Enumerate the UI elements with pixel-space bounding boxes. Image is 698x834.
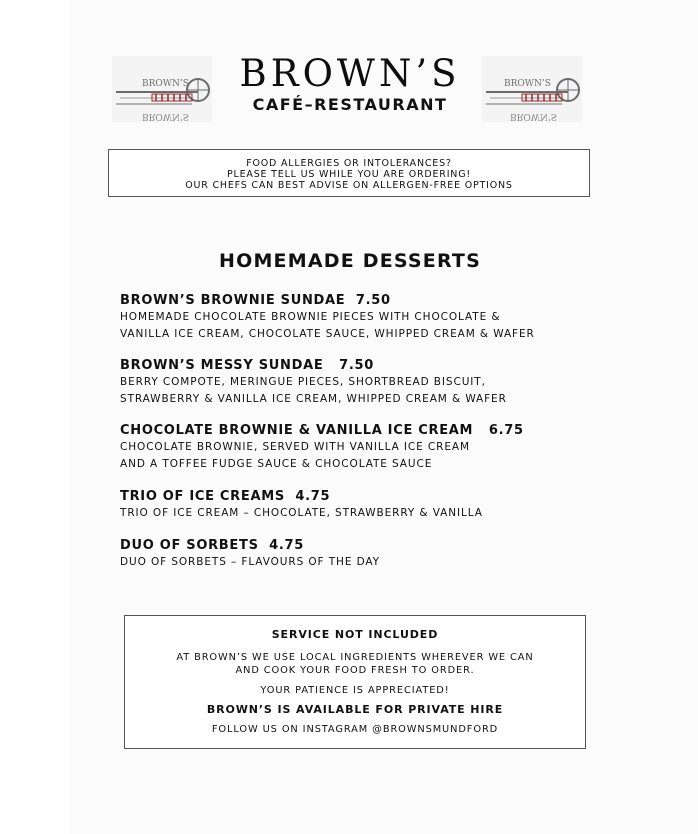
- footer-notice: [124, 615, 586, 749]
- right-logo: [482, 56, 582, 122]
- menu-item: [120, 537, 620, 571]
- menu-item-name: BROWN’S BROWNIE SUNDAE 7.50: [120, 293, 391, 308]
- menu-item-description: TRIO OF ICE CREAM – CHOCOLATE, STRAWBERRY & VANILLA: [120, 507, 483, 519]
- instagram-note: FOLLOW US ON INSTAGRAM @BROWNSMUNDFORD: [211, 724, 499, 735]
- logo-text: BROWN’S: [142, 79, 189, 89]
- menu-item-name: DUO OF SORBETS 4.75: [120, 538, 304, 553]
- menu-item: [120, 292, 620, 342]
- logo-text: BROWN’S: [504, 79, 551, 89]
- menu-item-description: BERRY COMPOTE, MERINGUE PIECES, SHORTBREAD BISCUIT,: [120, 376, 486, 388]
- allergy-notice: [108, 149, 590, 197]
- menu-item: [120, 422, 620, 472]
- private-hire-note: BROWN’S IS AVAILABLE FOR PRIVATE HIRE: [206, 703, 504, 716]
- local-line: AT BROWN’S WE USE LOCAL INGREDIENTS WHEREVER WE CAN: [176, 652, 534, 663]
- local-ingredients-note: [125, 651, 585, 677]
- brand-header: [222, 52, 478, 114]
- allergy-line: OUR CHEFS CAN BEST ADVISE ON ALLERGEN-FREE OPTIONS: [185, 180, 513, 191]
- left-logo: [112, 56, 212, 122]
- menu-item-name: CHOCOLATE BROWNIE & VANILLA ICE CREAM 6.75: [120, 423, 524, 438]
- menu-item-name: TRIO OF ICE CREAMS 4.75: [120, 489, 331, 504]
- menu-item-description: STRAWBERRY & VANILLA ICE CREAM, WHIPPED CREAM & WAFER: [120, 392, 507, 405]
- menu-item: [120, 488, 620, 522]
- patience-note: YOUR PATIENCE IS APPRECIATED!: [260, 685, 450, 696]
- menu-item-description: VANILLA ICE CREAM, CHOCOLATE SAUCE, WHIPPED CREAM & WAFER: [120, 327, 535, 340]
- logo-reflection: BROWN’S: [142, 111, 189, 121]
- restaurant-name: BROWN’S: [239, 52, 461, 95]
- menu-item-description: DUO OF SORBETS – FLAVOURS OF THE DAY: [120, 556, 380, 568]
- local-line: AND COOK YOUR FOOD FRESH TO ORDER.: [235, 665, 475, 676]
- logo-graphic: [112, 56, 212, 122]
- menu-item-description: CHOCOLATE BROWNIE, SERVED WITH VANILLA ICE CREAM: [120, 441, 470, 453]
- menu-item-description: HOMEMADE CHOCOLATE BROWNIE PIECES WITH CHOCOLATE &: [120, 311, 501, 323]
- service-note: SERVICE NOT INCLUDED: [271, 628, 439, 641]
- restaurant-subtitle: CAFÉ–RESTAURANT: [252, 95, 448, 114]
- menu-item-description: AND A TOFFEE FUDGE SAUCE & CHOCOLATE SAUCE: [120, 457, 433, 470]
- allergy-line: FOOD ALLERGIES OR INTOLERANCES?: [246, 158, 452, 169]
- logo-reflection: BROWN’S: [510, 111, 557, 121]
- menu-item: [120, 357, 620, 407]
- section-title: HOMEMADE DESSERTS: [219, 250, 481, 272]
- allergy-line: PLEASE TELL US WHILE YOU ARE ORDERING!: [227, 169, 471, 180]
- menu-item-name: BROWN’S MESSY SUNDAE 7.50: [120, 358, 374, 373]
- logo-graphic: [482, 56, 582, 122]
